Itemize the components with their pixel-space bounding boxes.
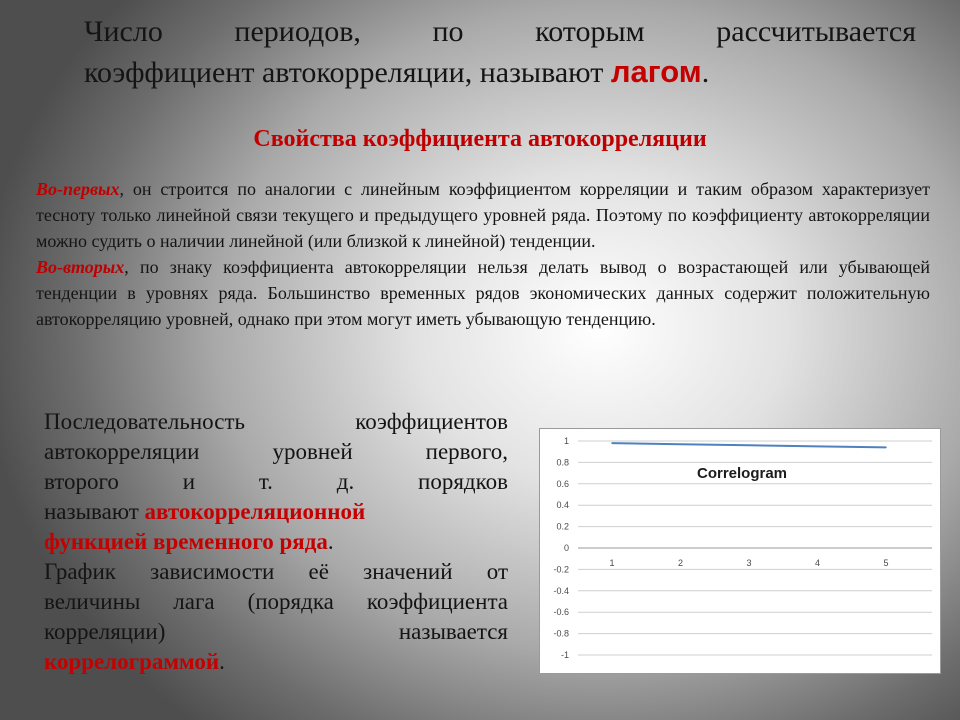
correlogram-line-4 — [44, 647, 508, 677]
correlogram-line-2: величины лага (порядка коэффициента — [44, 589, 508, 614]
intro-paragraph — [84, 12, 916, 93]
y-tick-label: 0.8 — [556, 457, 569, 468]
acf-term-part-2: функцией временного ряда — [44, 529, 328, 554]
section-title: Свойства коэффициента автокорреляции — [253, 126, 707, 152]
lag-term: лагом — [610, 54, 702, 89]
acf-line-2: автокорреляции уровней первого, — [44, 439, 508, 464]
intro-period: . — [701, 56, 710, 89]
y-tick-label: -0.6 — [553, 607, 569, 618]
x-tick-label: 2 — [677, 558, 684, 568]
first-marker: Во-первых — [36, 179, 120, 199]
second-marker: Во-вторых — [36, 257, 125, 277]
correlogram-term-end: . — [219, 649, 225, 674]
correlogram-term: коррелограммой — [44, 649, 220, 674]
acf-definition-block — [44, 407, 508, 677]
y-tick-label: -1 — [560, 650, 569, 660]
x-tick-label: 1 — [609, 558, 615, 568]
data-point — [611, 442, 613, 444]
intro-line-1: Число периодов, по которым рассчитывается — [84, 15, 916, 48]
acf-line-4 — [44, 497, 508, 527]
acf-term-part-1: автокорреляционной — [144, 499, 366, 524]
x-tick-label: 3 — [746, 558, 752, 568]
acf-term-end: . — [327, 529, 334, 554]
y-tick-label: 0.6 — [556, 478, 569, 489]
chart-y-ticks — [553, 436, 569, 660]
properties-paragraph — [36, 176, 930, 332]
correlogram-line-1: График зависимости её значений от — [44, 559, 508, 584]
y-tick-label: -0.2 — [553, 564, 569, 575]
y-tick-label: 1 — [563, 436, 569, 446]
acf-line-1: Последовательность коэффициентов — [44, 409, 508, 434]
data-point — [817, 446, 819, 448]
acf-line-3: второго и т. д. порядков — [44, 469, 508, 494]
y-tick-label: 0.4 — [556, 500, 569, 511]
correlogram-svg — [540, 429, 940, 673]
acf-line-4-prefix: называют — [44, 499, 145, 524]
intro-line-2 — [84, 52, 916, 93]
y-tick-label: -0.8 — [553, 628, 569, 639]
chart-series — [611, 442, 887, 448]
x-tick-label: 4 — [814, 558, 821, 568]
data-point — [748, 444, 750, 446]
first-text: , он строится по аналогии с линейным коэффициентом корреляции и таким образом характеризует тесноту только линейной связи текущего и предыдущего уровней ряда. Поэтому по коэффициенту автокорреляции можно судить о наличии линейной (или близкой к линейной) тенденции. — [36, 179, 930, 251]
x-tick-label: 5 — [883, 558, 889, 568]
y-tick-label: 0.2 — [556, 521, 569, 532]
chart-x-ticks — [609, 558, 888, 568]
acf-line-5 — [44, 527, 508, 557]
correlogram-line-3: корреляции) называется — [44, 619, 508, 644]
data-point — [885, 447, 887, 449]
intro-line-2-text: коэффициент автокорреляции, называют — [84, 56, 604, 89]
y-tick-label: 0 — [563, 543, 569, 553]
data-point — [680, 443, 682, 445]
y-tick-label: -0.4 — [553, 585, 569, 596]
correlogram-chart — [539, 428, 941, 674]
second-text: , по знаку коэффициента автокорреляции нельзя делать вывод о возрастающей или убывающей тенденции в уровнях ряда. Большинство временных рядов экономических данных содержит положительную автокорреляцию уровней, однако при этом могут иметь убывающую тенденцию. — [36, 257, 930, 329]
chart-title: Correlogram — [696, 465, 788, 482]
